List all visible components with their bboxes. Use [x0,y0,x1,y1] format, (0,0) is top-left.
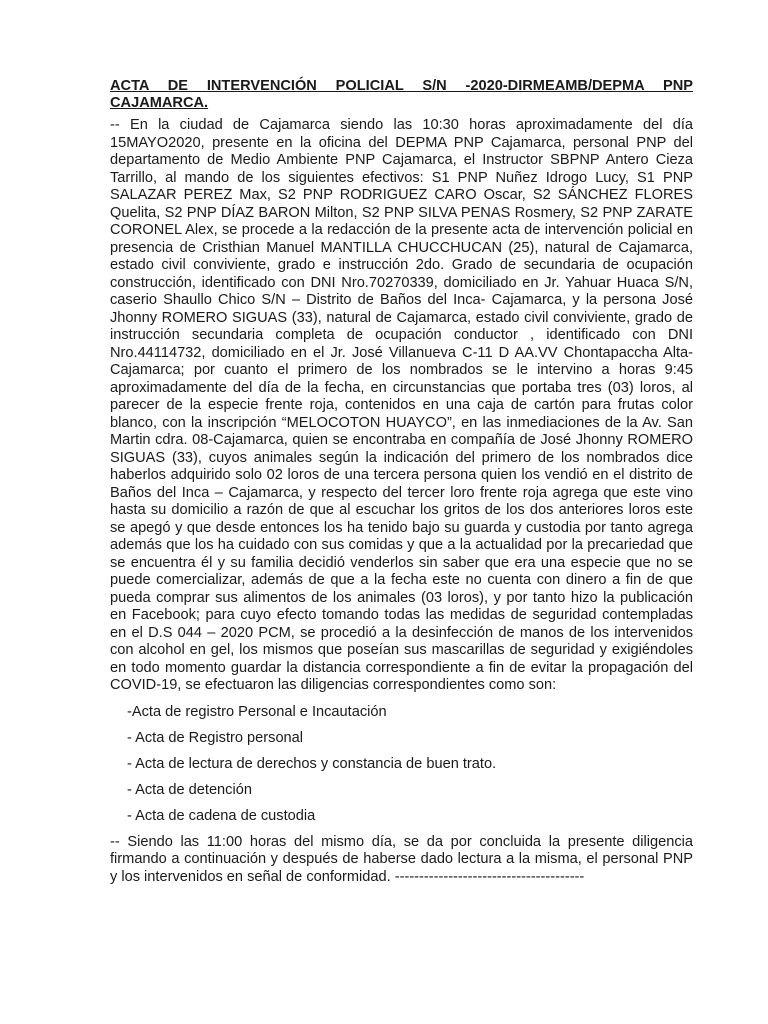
list-item: - Acta de Registro personal [127,729,304,746]
list-item: - Acta de cadena de custodia [127,807,316,824]
list-item: - Acta de lectura de derechos y constancia de buen trato. [127,755,497,772]
document-body-paragraph: -- En la ciudad de Cajamarca siendo las 10:30 horas aproximadamente del día 15MAYO2020, presente en la oficina del DEPMA PNP Cajamarca, personal PNP del departamento de Medio Ambiente PNP Cajamarca, el Instructor SBPNP Antero Cieza Tarrillo, al mando de los siguientes efectivos: S1 PNP Nuñez Idrogo Lucy, S1 PNP SALAZAR PEREZ Max, S2 PNP RODRIGUEZ CARO Oscar, S2 SÁNCHEZ FLORES Quelita, S2 PNP DÍAZ BARON Milton, S2 PNP SILVA PENAS Rosmery, S2 PNP ZARATE CORONEL Alex, se procede a la redacción de la presente acta de intervención policial en presencia de Cristhian Manuel MANTILLA CHUCCHUCAN (25), natural de Cajamarca, estado civil conviviente, grado e instrucción 2do. Grado de secundaria de ocupación construcción, identificado con DNI Nro.70270339, domiciliado en Jr. Yahuar Huaca S/N, caserio Shaullo Chico S/N – Distrito de Baños del Inca- Cajamarca, y la persona José Jhonny ROMERO SIGUAS (33), natural de Cajamarca, estado civil conviviente, grado de instrucción secundaria completa de ocupación conductor , identificado con DNI Nro.44114732, domiciliado en el Jr. José Villanueva C-11 D AA.VV Chontapaccha Alta- Cajamarca; por cuanto el primero de los nombrados se le intervino a horas 9:45 aproximadamente del día de la fecha, en circunstancias que portaba tres (03) loros, al parecer de la especie frente roja, contenidos en una caja de cartón para frutas color blanco, con la inscripción “MELOCOTON HUAYCO”, en las inmediaciones de la Av. San Martin cdra. 08-Cajamarca, quien se encontraba en compañía de José Jhonny ROMERO SIGUAS (33), cuyos animales según la indicación del primero de los nombrados dice haberlos adquirido solo 02 loros de una tercera persona quien los vendió en el distrito de Baños del Inca – Cajamarca, y respecto del tercer loro frente roja agrega que este vino hasta su domicilio a razón de que al escuchar los gritos de los dos anteriores loros este se apegó y que desde entonces los ha tenido bajo su guarda y custodia por tanto agrega además que los ha cuidado con sus comidas y que a la actualidad por la precariedad que se encuentra él y su familia decidió venderlos sin saber que era una especie que no se puede comercializar, además de que a la fecha este no cuenta con dinero a fin de que pueda comprar sus alimentos de los animales (03 loros), y por tanto hizo la publicación en Facebook; para cuyo efecto tomando todas las medidas de seguridad contempladas en el D.S 044 – 2020 PCM, se procedió a la desinfección de manos de los intervenidos con alcohol en gel, los mismos que poseían sus mascarillas de seguridad y exigiéndoles en todo momento guardar la distancia correspondiente a fin de evitar la propagación del COVID-19, se efectuaron las diligencias correspondientes como son: [110,117,693,693]
closing-paragraph: -- Siendo las 11:00 horas del mismo día, se da por concluida la presente diligencia firmando a continuación y después de haberse dado lectura a la misma, el personal PNP y los intervenidos en señal de conformidad. --------------------------------------- [110,833,693,885]
list-item: - Acta de detención [127,781,252,798]
diligencias-list [110,704,693,825]
list-item: -Acta de registro Personal e Incautación [127,703,387,720]
document-page [110,78,693,886]
document-title: ACTA DE INTERVENCIÓN POLICIAL S/N -2020-DIRMEAMB/DEPMA PNP CAJAMARCA. [110,78,693,111]
